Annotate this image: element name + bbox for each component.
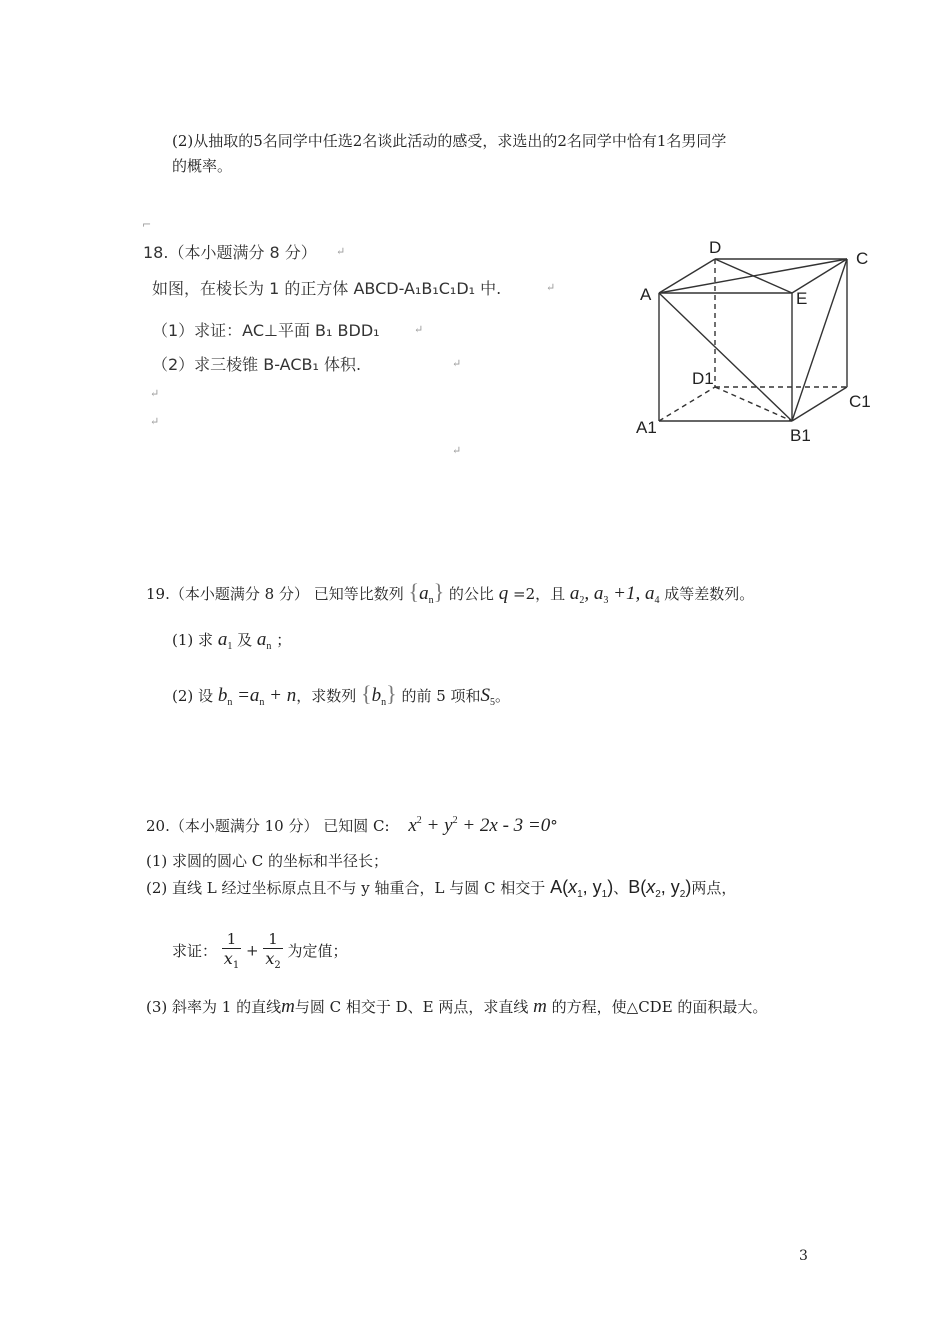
diag-CB1 xyxy=(792,259,847,421)
q19-p2-text-1: 设 xyxy=(198,687,214,705)
q20-sep: 、 xyxy=(613,879,629,897)
q20-eq-end: ° xyxy=(550,817,558,835)
q20-p2-text-3: 求证： xyxy=(172,942,218,960)
q20-line xyxy=(146,806,558,841)
circle-equation: $x^2 + y^2 + 2x - 3 =0$ xyxy=(408,815,551,836)
q19-p1-text-1: 求 xyxy=(198,631,214,649)
return-mark: ↵ xyxy=(414,323,424,336)
q20-p3-text-3: 的方程，使△CDE 的面积最大。 xyxy=(551,998,768,1016)
q19-text-3: 成等差数列。 xyxy=(664,585,755,603)
point-A: $A(x_1$, $y_1$) xyxy=(550,877,614,900)
point-B: $B(x_2$, $y_2$) xyxy=(628,877,692,900)
label-E: E xyxy=(796,289,808,308)
q18-part2: （2）求三棱锥 B-ACB₁ 体积. xyxy=(152,355,362,374)
label-A1: A1 xyxy=(636,418,657,437)
q18-part1: （1）求证：AC⊥平面 B₁ BDD₁ xyxy=(152,321,380,340)
seq-brace: } xyxy=(433,579,445,604)
return-mark: ↵ xyxy=(336,245,346,258)
label-B1: B1 xyxy=(790,426,811,445)
label-A: A xyxy=(640,285,652,304)
var-a-1: $a_1$ xyxy=(217,629,233,652)
q19-p2-text-4: 。 xyxy=(495,687,511,705)
q19-text-1: 已知等比数列 xyxy=(313,585,404,603)
seq-brace: { xyxy=(361,681,372,706)
q20-part2 xyxy=(146,872,736,910)
corner-mark: ⌐ xyxy=(142,218,152,231)
q17-part2-line1: (2)从抽取的5名同学中任选2名谈此活动的感受，求选出的2名同学中恰有1名男同学 xyxy=(172,132,727,150)
q19-q-eq: =2，且 xyxy=(513,585,566,603)
q19-part1 xyxy=(172,626,291,661)
seq-brace: } xyxy=(386,681,397,706)
fraction-1-over-x2: $\frac{1}{x_2}$ xyxy=(265,930,281,971)
q19-part2 xyxy=(172,680,510,717)
q20-header: 20.（本小题满分 10 分） xyxy=(146,817,319,835)
var-b-n: $b_n$ xyxy=(371,685,387,708)
diag-DE xyxy=(715,259,792,293)
fraction-1-over-x1: $\frac{1}{x_1}$ xyxy=(223,930,240,971)
hidden-diag-D1B1 xyxy=(715,387,792,421)
q20-p2-text-4: 为定值； xyxy=(287,942,348,960)
cube-figure xyxy=(632,232,882,457)
return-mark: ↵ xyxy=(150,387,160,400)
hidden-edge-A1D1 xyxy=(659,387,715,421)
q20-part3 xyxy=(146,994,767,1020)
return-mark: ↵ xyxy=(452,357,462,370)
var-q: q xyxy=(498,583,509,604)
q20-p3-text-1: (3) 斜率为 1 的直线 xyxy=(146,998,282,1016)
return-mark: ↵ xyxy=(546,281,556,294)
plus-sign: + xyxy=(245,941,259,960)
var-m: m xyxy=(533,996,547,1017)
q18-header: 18.（本小题满分 8 分） xyxy=(143,243,317,262)
label-C: C xyxy=(856,249,869,268)
q20-p2-text-1: (2) 直线 L 经过坐标原点且不与 y 轴重合，L 与圆 C 相交于 xyxy=(146,879,546,897)
q19-p2-text-3: 的前 5 项和 xyxy=(401,687,481,705)
q17-part2-line2: 的概率。 xyxy=(172,157,233,175)
q19-p1-label: (1) xyxy=(172,631,194,649)
seq-brace: { xyxy=(408,579,420,604)
page-number: 3 xyxy=(799,1248,808,1264)
terms-expression: $a_2$, $a_3 +1$, $a_4$ xyxy=(569,583,660,606)
edge-B1C1 xyxy=(792,387,847,421)
label-D1: D1 xyxy=(692,369,714,388)
q20-part1: (1) 求圆的圆心 C 的坐标和半径长； xyxy=(146,852,389,870)
q19-text-2: 的公比 xyxy=(448,585,494,603)
q19-line xyxy=(146,578,754,615)
var-m: m xyxy=(281,996,295,1017)
q19-p1-text-3: ； xyxy=(276,631,292,649)
q20-p3-text-2: 与圆 C 相交于 D、E 两点，求直线 xyxy=(294,998,529,1016)
q19-p2-text-2: ，求数列 xyxy=(296,687,357,705)
q18-intro: 如图，在棱长为 1 的正方体 ABCD-A₁B₁C₁D₁ 中. xyxy=(152,279,502,298)
q20-text-1: 已知圆 C: xyxy=(323,817,390,835)
var-a-n: $a_n$ xyxy=(419,583,434,606)
diag-AB1 xyxy=(659,293,792,421)
bn-definition: $b_n =a_n + n$ xyxy=(217,685,297,708)
q19-p1-text-2: 及 xyxy=(237,631,253,649)
label-C1: C1 xyxy=(849,392,871,411)
q19-header: 19.（本小题满分 8 分） xyxy=(146,585,309,603)
label-D: D xyxy=(709,238,722,257)
q20-part2-proof xyxy=(172,930,348,971)
var-a-n: $a_n$ xyxy=(256,629,272,652)
return-mark: ↵ xyxy=(452,444,462,457)
var-S-5: $S_5$ xyxy=(480,685,496,708)
return-mark: ↵ xyxy=(150,415,160,428)
q19-p2-label: (2) xyxy=(172,687,194,705)
q20-p2-text-2: 两点， xyxy=(691,879,737,897)
